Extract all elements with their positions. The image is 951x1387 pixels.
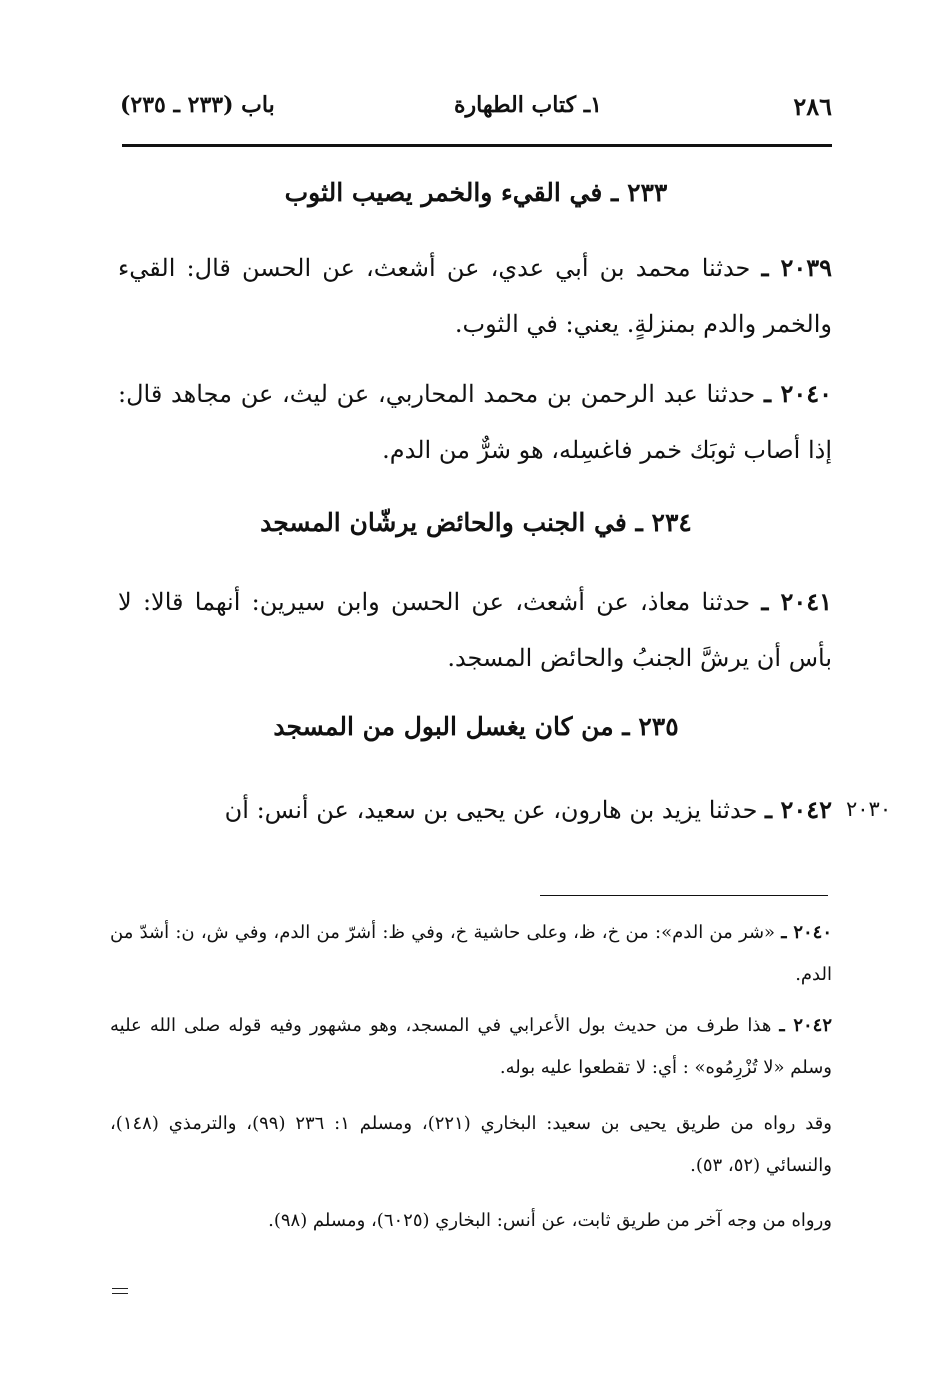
hadith-paragraph: [118, 366, 832, 478]
footnote-number: ٢٠٤٠ ـ: [781, 922, 833, 943]
footnote-text: «شر من الدم»: من خ، ظ، وعلى حاشية خ، وفي ظ: أشرّ من الدم، وفي ش، ن: أشدّ من الدم.: [110, 922, 832, 985]
footnote-text: هذا طرف من حديث بول الأعرابي في المسجد، وهو مشهور وفيه قوله صلى الله عليه وسلم «لا تُزْرِمُوه» : أي: لا تقطعوا عليه بوله.: [110, 1015, 832, 1078]
section-title: ٢٣٥ ـ من كان يغسل البول من المسجد: [273, 712, 679, 741]
section-title: ٢٣٤ ـ في الجنب والحائض يرشّان المسجد: [260, 508, 692, 537]
hadith-text: حدثنا محمد بن أبي عدي، عن أشعث، عن الحسن قال: القيء والخمر والدم بمنزلةٍ. يعني: في الثوب.: [118, 254, 832, 338]
footnote: [110, 1200, 832, 1242]
hadith-text: حدثنا يزيد بن هارون، عن يحيى بن سعيد، عن أنس: أن: [224, 796, 766, 824]
hadith-paragraph: [118, 782, 832, 838]
hadith-text: حدثنا معاذ، عن أشعث، عن الحسن وابن سيرين: أنهما قالا: لا بأس أن يرشَّ الجنبُ والحائض المسجد.: [118, 588, 832, 672]
footnote-separator: [540, 895, 828, 896]
book-title: ١ـ كتاب الطهارة: [454, 92, 602, 118]
page-number: ٢٨٦: [793, 92, 832, 121]
hadith-number: ٢٠٤١ ـ: [761, 587, 832, 616]
hadith-paragraph: [118, 574, 832, 686]
hadith-text: حدثنا عبد الرحمن بن محمد المحاربي، عن ليث، عن مجاهد قال: إذا أصاب ثوبَك خمر فاغسِله، هو شرٌّ من الدم.: [118, 380, 832, 464]
footnote-text: ورواه من وجه آخر من طريق ثابت، عن أنس: البخاري (٦٠٢٥)، ومسلم (٩٨).: [268, 1210, 832, 1231]
chapter-range: باب (٢٣٣ ـ ٢٣٥): [120, 92, 275, 118]
continuation-mark: [112, 1288, 128, 1304]
hadith-number: ٢٠٤٠ ـ: [763, 379, 833, 408]
footnote: [110, 1103, 832, 1187]
hadith-paragraph: [118, 240, 832, 352]
hadith-number: ٢٠٣٩ ـ: [761, 253, 833, 282]
section-title: ٢٣٣ ـ في القيء والخمر يصيب الثوب: [284, 178, 668, 207]
header-rule: [122, 144, 832, 147]
footnote-text: وقد رواه من طريق يحيى بن سعيد: البخاري (٢٢١)، ومسلم ١: ٢٣٦ (٩٩)، والترمذي (١٤٨)، والنسائي (٥٢، ٥٣).: [110, 1113, 832, 1176]
running-header: [120, 92, 832, 132]
footnote-number: ٢٠٤٢ ـ: [779, 1015, 832, 1036]
hadith-number: ٢٠٤٢ ـ: [765, 795, 832, 824]
footnote: [110, 1005, 832, 1089]
margin-reference-number: ٢٠٣٠: [846, 797, 892, 821]
footnote: [110, 912, 832, 996]
